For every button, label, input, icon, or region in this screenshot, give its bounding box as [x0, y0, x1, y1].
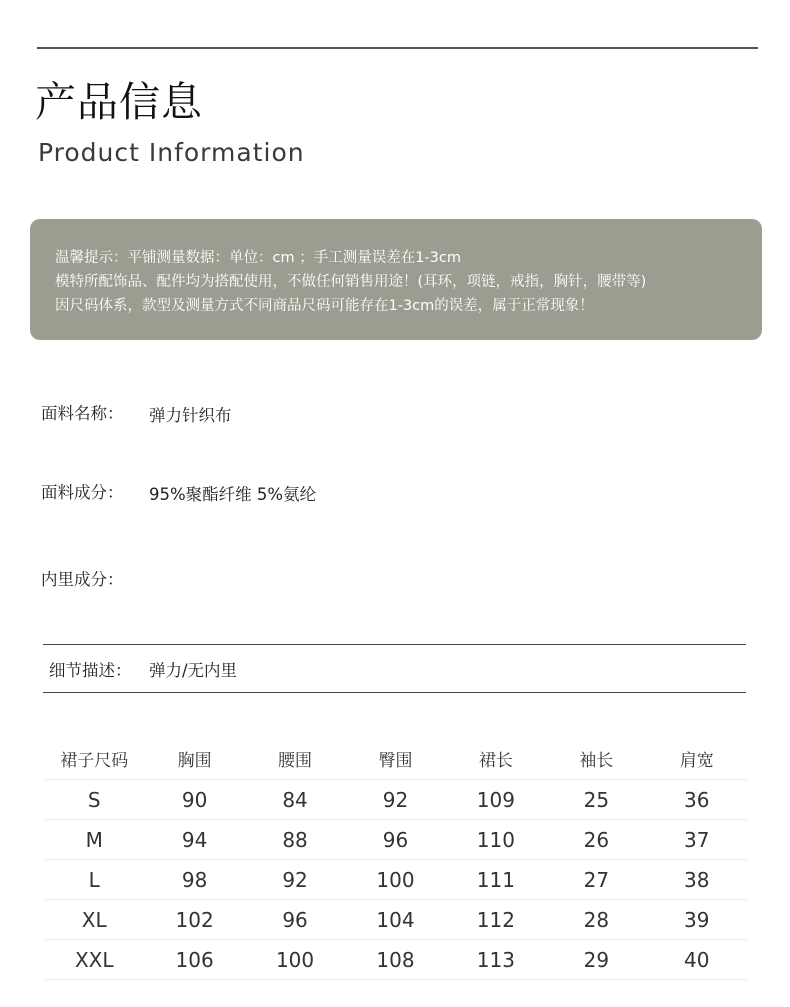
table-cell: 26: [546, 820, 646, 860]
table-cell: 98: [144, 860, 244, 900]
table-cell: 40: [647, 940, 747, 980]
table-cell: 111: [446, 860, 546, 900]
table-cell: 109: [446, 780, 546, 820]
table-cell: 84: [245, 780, 345, 820]
table-cell: 29: [546, 940, 646, 980]
fabric-name-label: 面料名称：: [41, 404, 124, 423]
table-cell: 38: [647, 860, 747, 900]
table-cell: 92: [245, 860, 345, 900]
table-cell: 39: [647, 900, 747, 940]
table-row: [44, 820, 747, 860]
table-cell: 94: [144, 820, 244, 860]
table-cell: 100: [345, 860, 445, 900]
table-cell: 104: [345, 900, 445, 940]
fabric-composition-label: 面料成分：: [41, 483, 124, 502]
table-cell: 36: [647, 780, 747, 820]
page-title: 产品信息: [35, 78, 203, 126]
lining-composition-label: 内里成分：: [41, 570, 124, 589]
table-cell: 108: [345, 940, 445, 980]
column-header-size: 裙子尺码: [44, 738, 144, 780]
page-subtitle: Product Information: [38, 138, 305, 167]
column-header-hip: 臀围: [345, 738, 445, 780]
notice-box: [30, 219, 762, 340]
top-divider: [37, 47, 758, 49]
table-row: [44, 860, 747, 900]
detail-top-divider: [43, 644, 746, 645]
table-cell: 88: [245, 820, 345, 860]
table-cell: 106: [144, 940, 244, 980]
table-cell: 112: [446, 900, 546, 940]
column-header-dress-length: 裙长: [446, 738, 546, 780]
size-cell: M: [44, 820, 144, 860]
detail-bottom-divider: [43, 692, 746, 693]
notice-line: 因尺码体系，款型及测量方式不同商品尺码可能存在1-3cm的误差，属于正常现象！: [55, 298, 594, 314]
size-cell: XL: [44, 900, 144, 940]
table-row: [44, 780, 747, 820]
column-header-bust: 胸围: [144, 738, 244, 780]
detail-description-label: 细节描述：: [49, 661, 132, 680]
table-row: [44, 940, 747, 980]
table-cell: 28: [546, 900, 646, 940]
table-cell: 96: [345, 820, 445, 860]
detail-description-value: 弹力/无内里: [149, 661, 238, 680]
notice-line: 模特所配饰品、配件均为搭配使用，不做任何销售用途！(耳环，项链，戒指，胸针，腰带等): [55, 274, 647, 290]
table-cell: 37: [647, 820, 747, 860]
table-cell: 102: [144, 900, 244, 940]
size-cell: S: [44, 780, 144, 820]
table-cell: 90: [144, 780, 244, 820]
size-cell: XXL: [44, 940, 144, 980]
size-table-header-row: [44, 738, 747, 780]
column-header-shoulder-width: 肩宽: [647, 738, 747, 780]
table-cell: 92: [345, 780, 445, 820]
table-cell: 113: [446, 940, 546, 980]
column-header-waist: 腰围: [245, 738, 345, 780]
table-cell: 96: [245, 900, 345, 940]
fabric-name-value: 弹力针织布: [149, 406, 232, 425]
table-cell: 100: [245, 940, 345, 980]
size-table: [44, 738, 747, 980]
size-cell: L: [44, 860, 144, 900]
notice-line: 温馨提示：平铺测量数据：单位：cm ；手工测量误差在1-3cm: [55, 250, 461, 266]
table-cell: 27: [546, 860, 646, 900]
table-cell: 110: [446, 820, 546, 860]
fabric-composition-value: 95%聚酯纤维 5%氨纶: [149, 485, 317, 504]
column-header-sleeve-length: 袖长: [546, 738, 646, 780]
table-row: [44, 900, 747, 940]
table-cell: 25: [546, 780, 646, 820]
